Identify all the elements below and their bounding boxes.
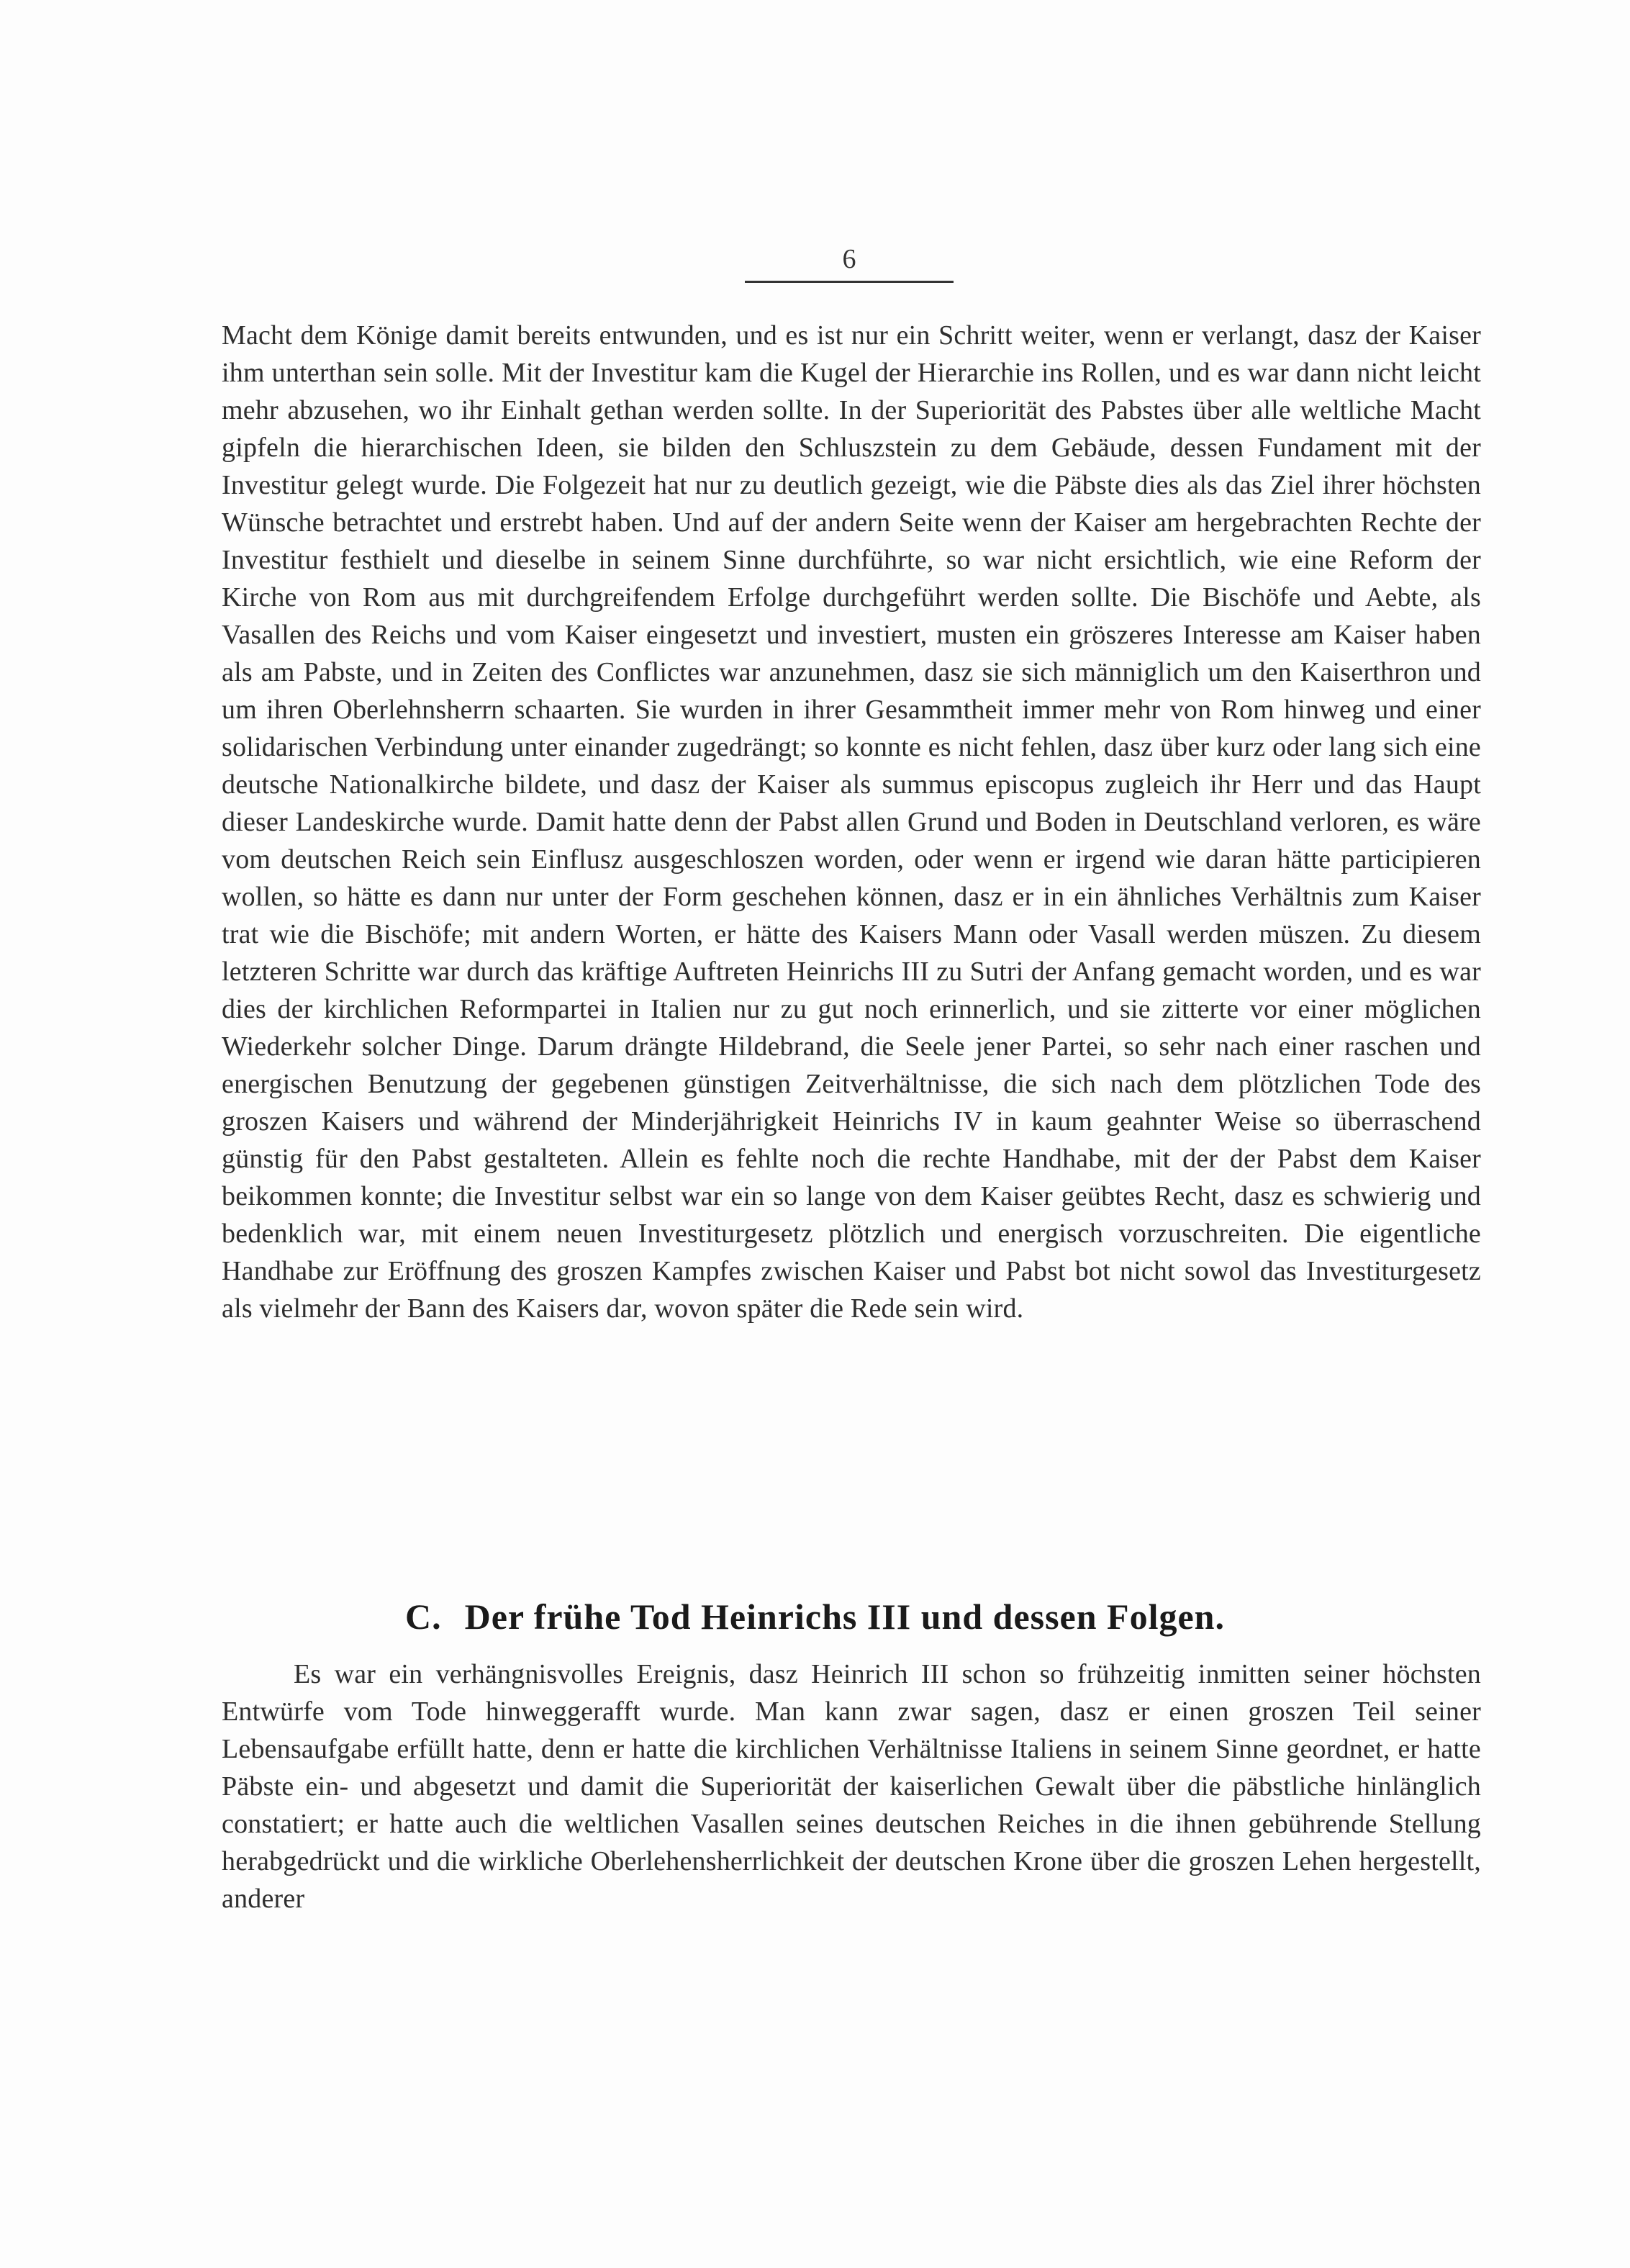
body-paragraph-1: Macht dem Könige damit bereits entwunden, und es ist nur ein Schritt weiter, wenn er verlangt, dasz der Kaiser ihm unterthan sein solle. Mit der Investitur kam die Kugel der Hierarchie ins Rollen, und es war dann nicht leicht mehr abzusehen, wo ihr Einhalt gethan werden sollte. In der Superiorität des Pabstes über alle weltliche Macht gipfeln die hierarchischen Ideen, sie bilden den Schluszstein zu dem Gebäude, dessen Fundament mit der Investitur gelegt wurde. Die Folgezeit hat nur zu deutlich gezeigt, wie die Päbste dies als das Ziel ihrer höchsten Wünsche betrachtet und erstrebt haben. Und auf der andern Seite wenn der Kaiser am hergebrachten Rechte der Investitur festhielt und dieselbe in seinem Sinne durchführte, so war nicht ersichtlich, wie eine Reform der Kirche von Rom aus mit durchgreifendem Erfolge durchgeführt werden sollte. Die Bischöfe und Aebte, als Vasallen des Reichs und vom Kaiser eingesetzt und investiert, musten ein gröszeres Interesse am Kaiser haben als am Pabste, und in Zeiten des Conflictes war anzunehmen, dasz sie sich männiglich um den Kaiserthron und um ihren Oberlehnsherrn schaarten. Sie wurden in ihrer Gesammtheit immer mehr von Rom hinweg und einer solidarischen Verbindung unter einander zugedrängt; so konnte es nicht fehlen, dasz über kurz oder lang sich eine deutsche Nationalkirche bildete, und dasz der Kaiser als summus episcopus zugleich ihr Herr und das Haupt dieser Landeskirche wurde. Damit hatte denn der Pabst allen Grund und Boden in Deutschland verloren, es wäre vom deutschen Reich sein Einflusz ausgeschloszen worden, oder wenn er irgend wie daran hätte participieren wollen, so hätte es dann nur unter der Form geschehen können, dasz er in ein ähnliches Verhältnis zum Kaiser trat wie die Bischöfe; mit andern Worten, er hätte des Kaisers Mann oder Vasall werden müszen. Zu diesem letzteren Schritte war durch das kräftige Auftreten Heinrichs III zu Sutri der Anfang gemacht worden, und es war dies der kirchlichen Reformpartei in Italien nur zu gut noch erinnerlich, und sie zitterte vor einer möglichen Wiederkehr solcher Dinge. Darum drängte Hildebrand, die Seele jener Partei, so sehr nach einer raschen und energischen Benutzung der gegebenen günstigen Zeitverhältnisse, die sich nach dem plötzlichen Tode des groszen Kaisers und während der Minderjährigkeit Heinrichs IV in kaum geahnter Weise so überraschend günstig für den Pabst gestalteten. Allein es fehlte noch die rechte Handhabe, mit der der Pabst dem Kaiser beikommen konnte; die Investitur selbst war ein so lange von dem Kaiser geübtes Recht, dasz es schwierig und bedenklich war, mit einem neuen Investiturgesetz plötzlich und energisch vorzuschreiten. Die eigentliche Handhabe zur Eröffnung des groszen Kampfes zwischen Kaiser und Pabst bot nicht sowol das Investiturgesetz als vielmehr der Bann des Kaisers dar, wovon später die Rede sein wird. (222, 320, 1481, 1324)
body-paragraph-2: Es war ein verhängnisvolles Ereignis, dasz Heinrich III schon so frühzeitig inmitten seiner höchsten Entwürfe vom Tode hinweggerafft wurde. Man kann zwar sagen, dasz er einen groszen Teil seiner Lebensaufgabe erfüllt hatte, denn er hatte die kirchlichen Verhältnisse Italiens in seinem Sinne geordnet, er hatte Päbste ein- und abgesetzt und damit die Superiorität der kaiserlichen Gewalt über die päbstliche hinlänglich constatiert; er hatte auch die weltlichen Vasallen seines deutschen Reiches in die ihnen gebührende Stellung herabgedrückt und die wirkliche Oberlehensherrlichkeit der deutschen Krone über die groszen Lehen hergestellt, anderer (222, 1659, 1481, 1914)
section-letter: C. (405, 1596, 442, 1637)
page-number: 6 (842, 244, 856, 274)
header-rule (745, 281, 954, 283)
section-heading (0, 1594, 1630, 1639)
section-title: Der frühe Tod Heinrichs III und dessen Folgen. (464, 1596, 1225, 1637)
page-header (745, 243, 954, 283)
